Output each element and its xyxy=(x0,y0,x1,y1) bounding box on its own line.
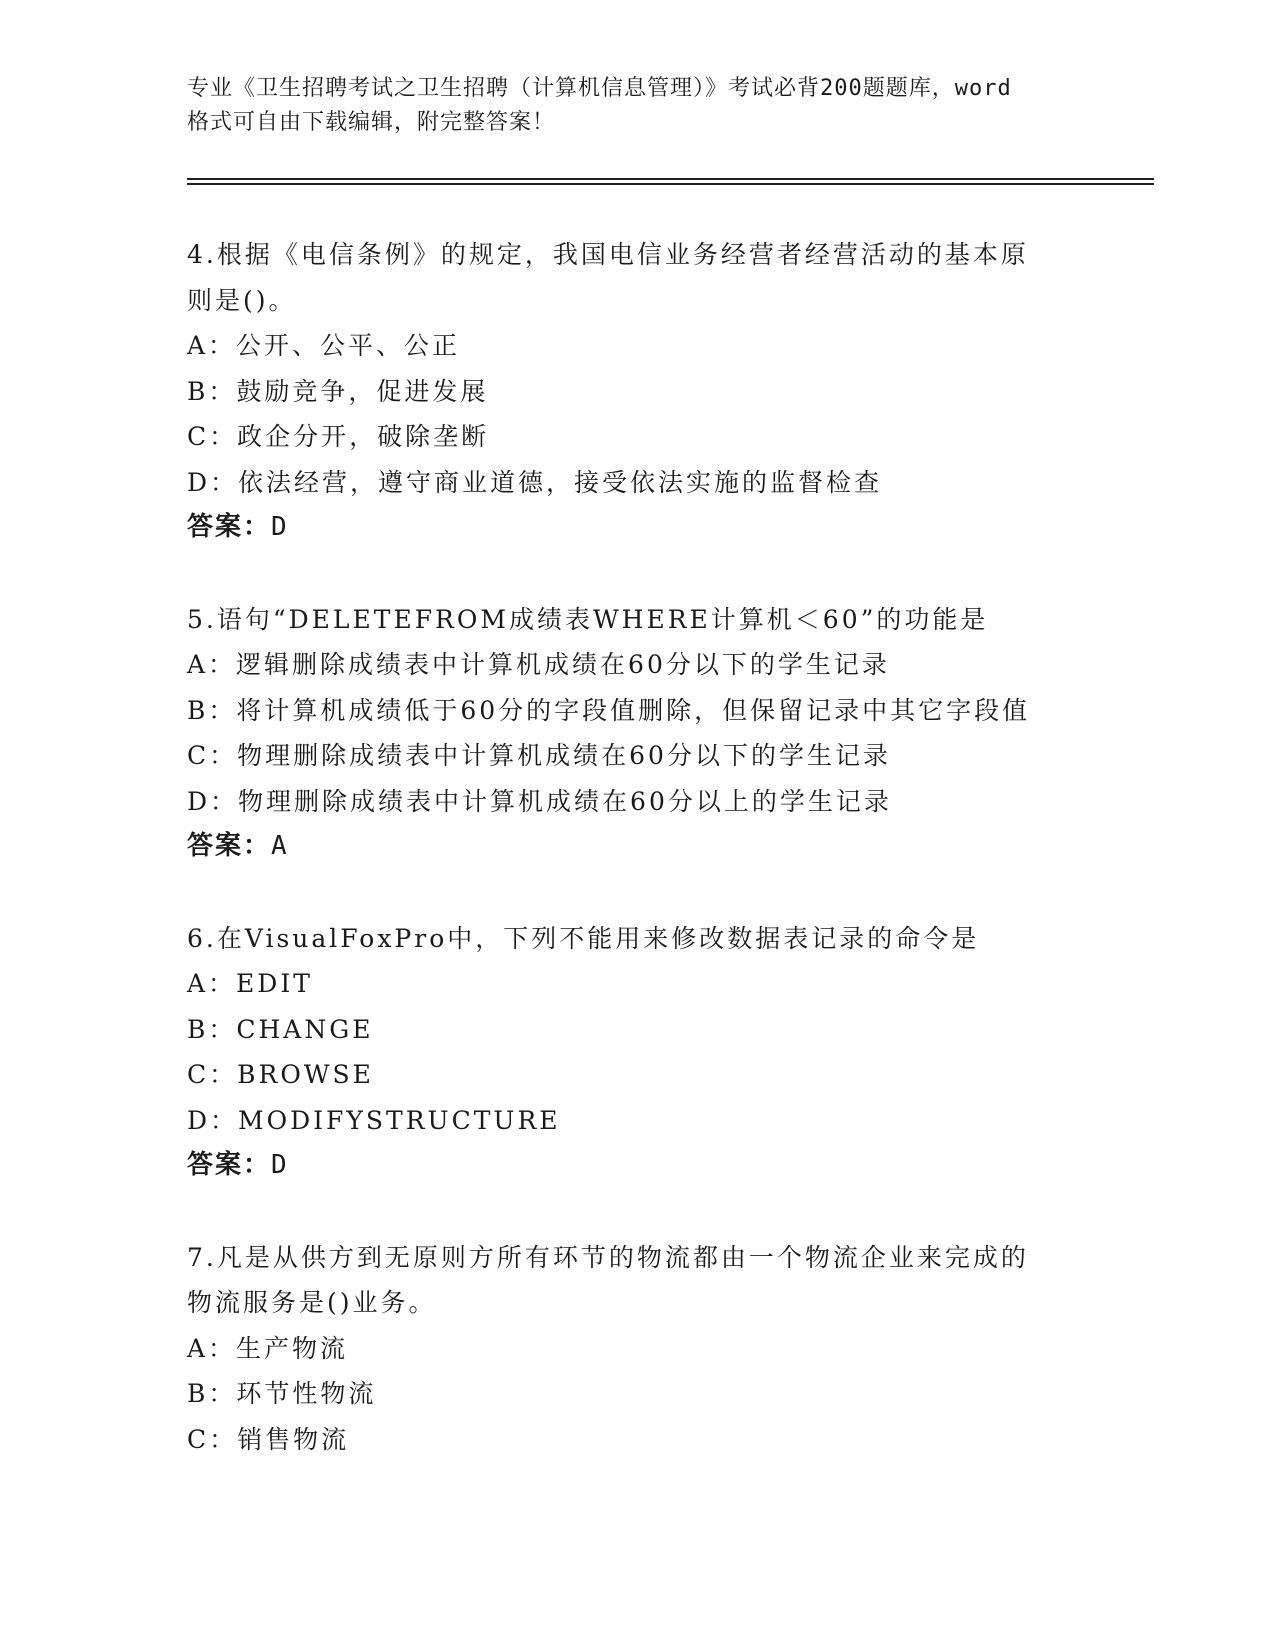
question-5 xyxy=(187,597,1087,870)
question-7 xyxy=(187,1235,1087,1463)
question-stem-line: 6.在VisualFoxPro中，下列不能用来修改数据表记录的命令是 xyxy=(187,923,980,953)
header-line-2: 格式可自由下载编辑，附完整答案！ xyxy=(187,110,556,135)
question-stem-line: 则是()。 xyxy=(187,285,297,315)
document-header xyxy=(187,72,1087,140)
answer-line xyxy=(187,824,1087,870)
answer-value: A xyxy=(271,831,289,861)
option-a: A：EDIT xyxy=(187,969,313,998)
header-divider-top xyxy=(187,178,1154,180)
header-divider-bottom xyxy=(187,183,1154,185)
answer-line xyxy=(187,505,1087,551)
spacer xyxy=(187,870,1087,916)
question-stem-line: 7.凡是从供方到无原则方所有环节的物流都由一个物流企业来完成的 xyxy=(187,1242,1029,1272)
question-4 xyxy=(187,232,1087,551)
question-stem-line: 5.语句“DELETEFROM成绩表WHERE计算机＜60”的功能是 xyxy=(187,604,989,634)
option-b: B：将计算机成绩低于60分的字段值删除，但保留记录中其它字段值 xyxy=(187,695,1031,725)
answer-line xyxy=(187,1143,1087,1189)
answer-label: 答案： xyxy=(187,1150,272,1180)
option-d: D：MODIFYSTRUCTURE xyxy=(187,1105,561,1135)
option-b: B：鼓励竞争，促进发展 xyxy=(187,376,489,406)
question-stem-line: 4.根据《电信条例》的规定，我国电信业务经营者经营活动的基本原 xyxy=(187,240,1029,269)
question-6 xyxy=(187,916,1087,1189)
spacer xyxy=(187,551,1087,597)
question-stem-line: 物流服务是()业务。 xyxy=(187,1288,437,1317)
answer-label: 答案： xyxy=(187,512,272,542)
option-c: C：BROWSE xyxy=(187,1060,374,1089)
option-a: A：逻辑删除成绩表中计算机成绩在60分以下的学生记录 xyxy=(187,650,890,679)
option-c: C：政企分开，破除垄断 xyxy=(187,422,490,451)
option-d: D：依法经营，遵守商业道德，接受依法实施的监督检查 xyxy=(187,467,883,497)
option-c: C：物理删除成绩表中计算机成绩在60分以下的学生记录 xyxy=(187,741,891,770)
option-c: C：销售物流 xyxy=(187,1424,350,1454)
answer-label: 答案： xyxy=(187,831,272,861)
spacer xyxy=(187,1189,1087,1235)
option-b: B：环节性物流 xyxy=(187,1379,377,1408)
answer-value: D xyxy=(271,512,289,542)
option-b: B：CHANGE xyxy=(187,1014,374,1044)
option-a: A：生产物流 xyxy=(187,1333,349,1363)
question-list xyxy=(187,232,1087,1462)
option-d: D：物理删除成绩表中计算机成绩在60分以上的学生记录 xyxy=(187,786,892,816)
header-line-1: 专业《卫生招聘考试之卫生招聘（计算机信息管理）》考试必背200题题库，word xyxy=(187,76,1012,101)
option-a: A：公开、公平、公正 xyxy=(187,331,461,360)
answer-value: D xyxy=(271,1150,289,1180)
